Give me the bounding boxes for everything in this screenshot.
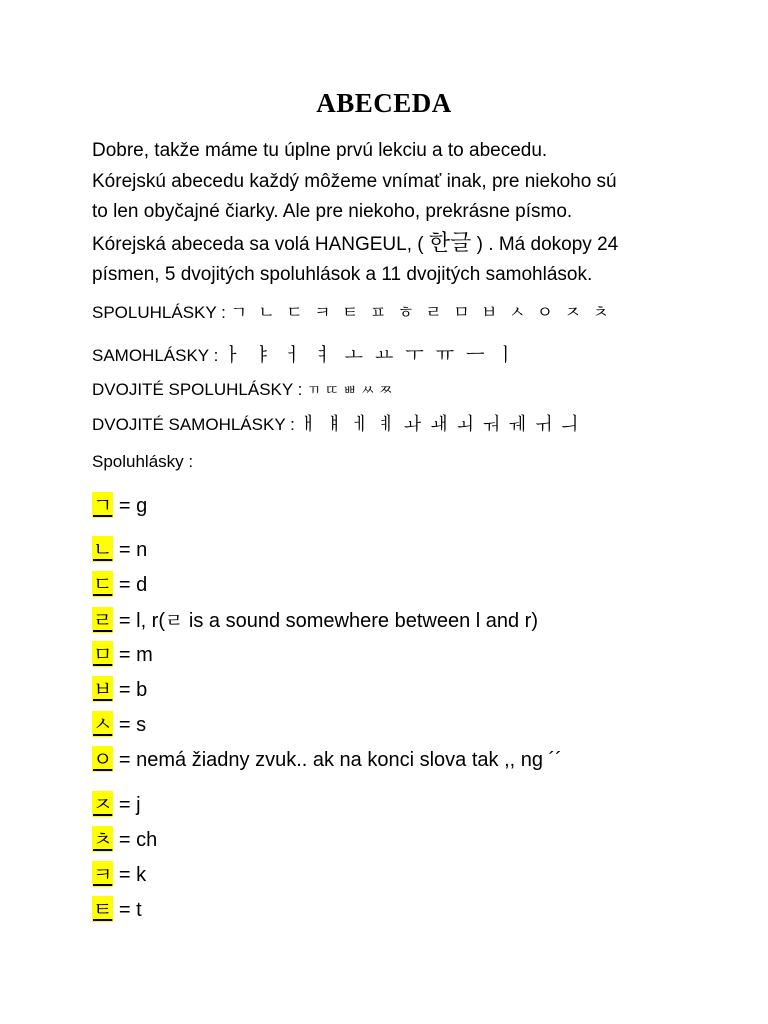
intro-line: to len obyčajné čiarky. Ale pre niekoho, prekrásne písmo.: [92, 201, 573, 222]
consonants-label: SPOLUHLÁSKY :: [92, 303, 231, 322]
list-item: [92, 861, 146, 887]
jamo-sound: = t: [113, 899, 142, 921]
jamo-sound: = n: [113, 539, 148, 561]
jamo-sound: = l, r(: [113, 610, 165, 632]
jamo-sound-note: is a sound somewhere between l and r): [183, 610, 538, 632]
intro-paragraph: [92, 136, 692, 291]
list-item: [92, 641, 153, 667]
section-heading: Spoluhlásky :: [92, 452, 194, 471]
jamo-sound: = m: [113, 644, 153, 666]
consonants-list: ㄱ ㄴ ㄷ ㅋ ㅌ ㅍ ㅎ ㄹ ㅁ ㅂ ㅅ ㅇ ㅈ ㅊ: [230, 303, 610, 323]
list-item: [92, 746, 562, 772]
vowels-list: ㅏ ㅑ ㅓ ㅕ ㅗ ㅛ ㅜ ㅠ ㅡ ㅣ: [223, 344, 515, 366]
list-item: [92, 896, 142, 922]
list-item: [92, 571, 147, 597]
intro-line: Kórejskú abecedu každý môžeme vnímať inak, pre niekoho sú: [92, 170, 617, 192]
intro-line: Dobre, takže máme tu úplne prvú lekciu a to abecedu.: [92, 140, 548, 161]
highlighted-jamo: ㅇ: [93, 747, 113, 771]
double-consonants-label: DVOJITÉ SPOLUHLÁSKY :: [92, 380, 308, 399]
intro-line-hangeul: [92, 228, 692, 261]
list-item: [92, 791, 141, 817]
jamo-sound: = nemá žiadny zvuk.. ak na konci slova tak ,, ng ´´: [113, 749, 562, 771]
list-item: [92, 606, 538, 633]
vowels-label: SAMOHLÁSKY :: [92, 346, 224, 365]
highlighted-jamo: ㅊ: [93, 827, 113, 851]
jamo-sound: = g: [113, 495, 148, 517]
intro-text: Kórejská abeceda sa volá HANGEUL, (: [92, 233, 429, 255]
highlighted-jamo: ㅅ: [93, 712, 113, 736]
list-item: [92, 826, 157, 852]
highlighted-jamo: ㅋ: [93, 862, 113, 886]
double-consonants-row: [92, 380, 393, 400]
highlighted-jamo: ㅈ: [93, 792, 113, 816]
highlighted-jamo: ㅁ: [93, 642, 113, 666]
list-item: [92, 492, 147, 518]
page-title: ABECEDA: [316, 88, 452, 118]
jamo-sound: = s: [113, 714, 147, 736]
jamo-sound: = j: [113, 794, 141, 816]
double-vowels-label: DVOJITÉ SAMOHLÁSKY :: [92, 415, 300, 434]
intro-line: písmen, 5 dvojitých spoluhlások a 11 dvojitých samohlások.: [92, 264, 593, 285]
highlighted-jamo: ㄴ: [93, 537, 113, 561]
highlighted-jamo: ㅌ: [93, 897, 113, 921]
jamo-sound: = k: [113, 864, 147, 886]
highlighted-jamo: ㄱ: [93, 493, 113, 517]
highlighted-jamo: ㄷ: [93, 572, 113, 596]
list-item: [92, 536, 147, 562]
list-item: [92, 711, 146, 737]
double-vowels-list: ㅐ ㅒ ㅔ ㅖ ㅘ ㅙ ㅚ ㅝ ㅞ ㅟ ㅢ: [299, 414, 579, 435]
intro-text: ) . Má dokopy 24: [471, 233, 619, 255]
jamo-sound: = ch: [113, 829, 158, 851]
consonants-row: [92, 298, 610, 323]
highlighted-jamo: ㅂ: [93, 677, 113, 701]
vowels-row: [92, 340, 515, 367]
jamo-sound: = b: [113, 679, 148, 701]
double-consonants-list: ㄲ ㄸ ㅃ ㅆ ㅉ: [307, 383, 393, 399]
highlighted-jamo: ㄹ: [93, 608, 113, 632]
list-item: [92, 676, 147, 702]
hangeul-word: 한글: [428, 229, 472, 255]
double-vowels-row: [92, 410, 578, 436]
jamo-sound: = d: [113, 574, 148, 596]
inline-jamo: ㄹ: [165, 610, 184, 632]
